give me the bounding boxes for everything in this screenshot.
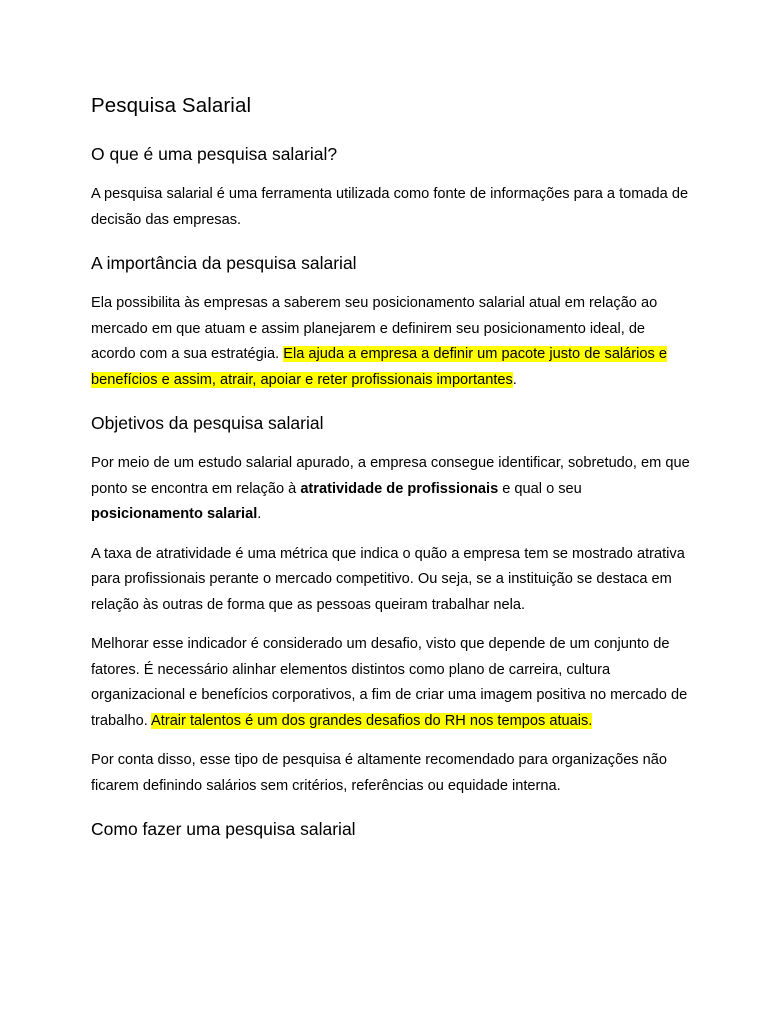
highlighted-text: Ela ajuda a empresa a definir um pacote justo de salários e benefícios e assim, atrair, apoiar e reter profissionais importantes xyxy=(91,346,667,388)
document-title: Pesquisa Salarial xyxy=(91,94,252,117)
paragraph-text: . xyxy=(257,506,262,522)
bold-text-posicionamento: posicionamento salarial xyxy=(91,506,258,522)
heading-objetivos: Objetivos da pesquisa salarial xyxy=(91,413,324,433)
paragraph-objetivos-3 xyxy=(91,632,691,734)
paragraph-importancia-end: . xyxy=(512,371,517,388)
bold-text-atratividade: atratividade de profissionais xyxy=(300,480,499,497)
paragraph-objetivos-4: Por conta disso, esse tipo de pesquisa é altamente recomendado para organizações não ficarem definindo salários sem critérios, referências ou equidade interna. xyxy=(91,752,668,794)
heading-como-fazer: Como fazer uma pesquisa salarial xyxy=(91,819,356,839)
document-page xyxy=(91,92,691,841)
paragraph-text: Melhorar esse indicador é considerado um desafio, visto que depende de um conjunto de fatores. É necessário alinhar elementos distintos como plano de carreira, cultura organizacional e benefícios corporativos, a fim de criar uma imagem positiva no mercado de trabalho. xyxy=(91,636,688,729)
paragraph-objetivos-1 xyxy=(91,451,691,528)
heading-o-que-e: O que é uma pesquisa salarial? xyxy=(91,144,338,164)
paragraph-text: Por meio de um estudo salarial apurado, a empresa consegue identificar, sobretudo, em que ponto se encontra em relação à xyxy=(91,455,690,497)
paragraph-importancia-text: Ela possibilita às empresas a saberem seu posicionamento salarial atual em relação ao mercado em que atuam e assim planejarem e definirem seu posicionamento ideal, de acordo com a sua estratégia. xyxy=(91,295,658,362)
paragraph-objetivos-2: A taxa de atratividade é uma métrica que indica o quão a empresa tem se mostrado atrativa para profissionais perante o mercado competitivo. Ou seja, se a instituição se destaca em relação às outras de forma que as pessoas queiram trabalhar nela. xyxy=(91,545,685,613)
highlighted-text: Atrair talentos é um dos grandes desafios do RH nos tempos atuais. xyxy=(151,712,593,729)
heading-importancia: A importância da pesquisa salarial xyxy=(91,253,357,273)
paragraph-text: e qual o seu xyxy=(498,480,582,497)
paragraph-importancia xyxy=(91,291,691,393)
paragraph-o-que-e: A pesquisa salarial é uma ferramenta utilizada como fonte de informações para a tomada de decisão das empresas. xyxy=(91,186,689,228)
